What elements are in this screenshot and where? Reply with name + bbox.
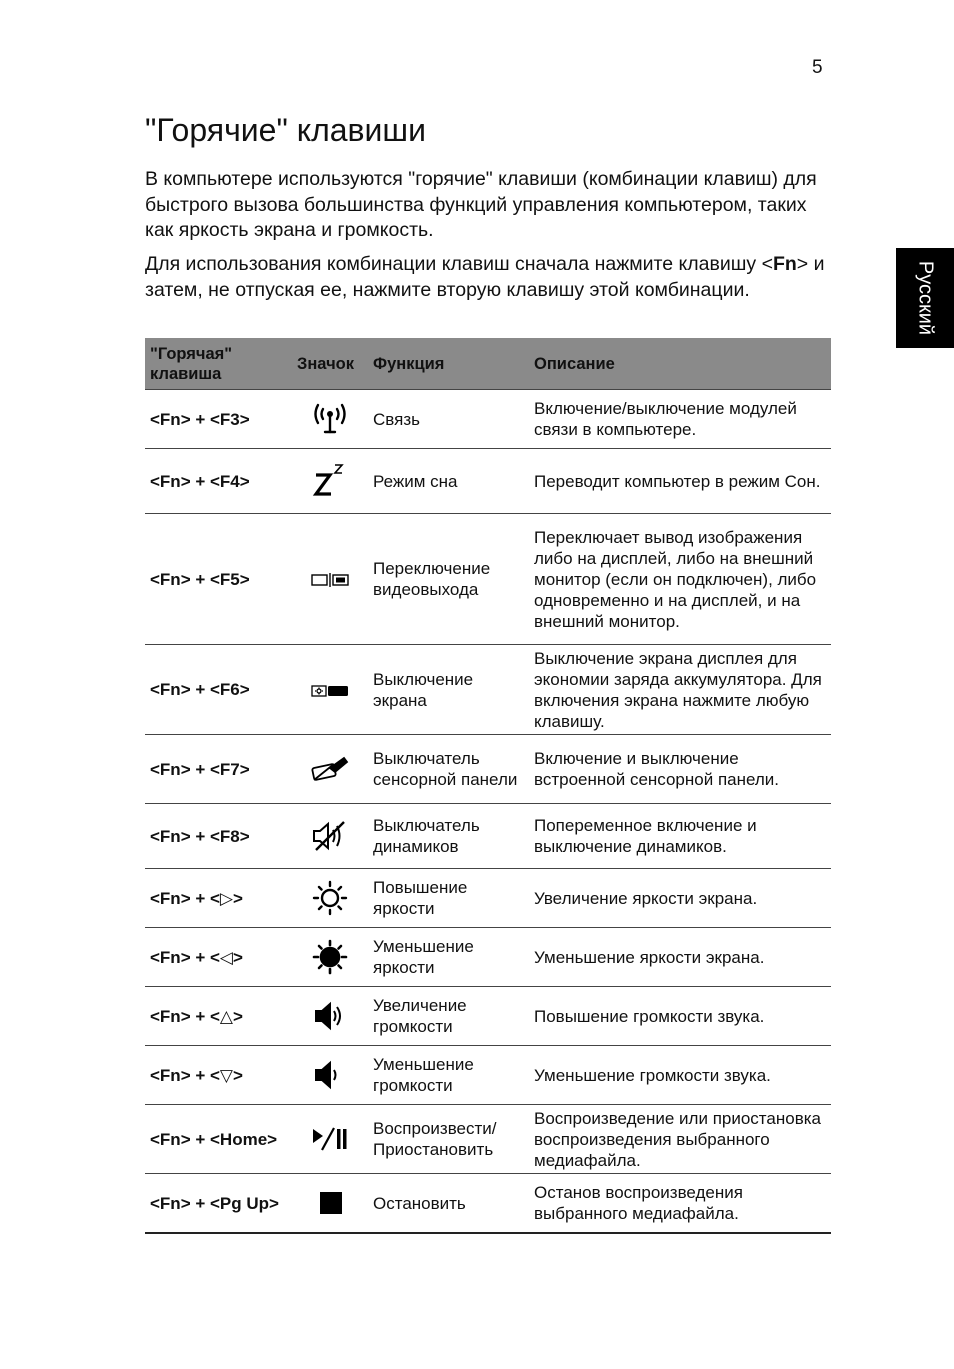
hotkey-cell: <Fn> + <▷> [145, 869, 292, 928]
hotkey-cell: <Fn> + <F3> [145, 390, 292, 449]
icon-cell [292, 804, 368, 869]
table-row [145, 735, 831, 804]
language-tab [896, 248, 954, 348]
screen-off-icon [310, 680, 350, 699]
brightness-down-icon [310, 946, 350, 965]
icon-cell [292, 1174, 368, 1234]
hotkey-cell: <Fn> + <Home> [145, 1105, 292, 1174]
function-cell: Воспроизвести/ Приостановить [368, 1105, 529, 1174]
table-row [145, 1105, 831, 1174]
function-cell: Выключатель динамиков [368, 804, 529, 869]
volume-down-icon [310, 1064, 350, 1083]
icon-cell [292, 449, 368, 514]
description-cell: Переключает вывод изображения либо на дисплей, либо на внешний монитор (если он подключен), либо одновременно и на дисплей, и на внешний монитор. [529, 514, 831, 645]
table-header-row [145, 338, 831, 390]
description-cell: Воспроизведение или приостановка воспроизведения выбранного медиафайла. [529, 1105, 831, 1174]
description-cell: Включение и выключение встроенной сенсорной панели. [529, 735, 831, 804]
header-description: Описание [529, 338, 831, 390]
header-icon: Значок [292, 338, 368, 390]
header-hotkey: "Горячая" клавиша [145, 338, 292, 390]
icon-cell [292, 869, 368, 928]
function-cell: Уменьшение громкости [368, 1046, 529, 1105]
play-pause-icon [310, 1128, 350, 1147]
hotkey-cell: <Fn> + <F5> [145, 514, 292, 645]
icon-cell [292, 735, 368, 804]
table-row [145, 987, 831, 1046]
hotkey-cell: <Fn> + <△> [145, 987, 292, 1046]
header-function: Функция [368, 338, 529, 390]
description-cell: Уменьшение яркости экрана. [529, 928, 831, 987]
speaker-mute-icon [310, 825, 350, 844]
language-tab-label: Русский [914, 260, 937, 336]
description-cell: Увеличение яркости экрана. [529, 869, 831, 928]
table-row [145, 1046, 831, 1105]
function-cell: Связь [368, 390, 529, 449]
brightness-up-icon [310, 887, 350, 906]
page-title: "Горячие" клавиши [145, 112, 426, 148]
description-cell: Включение/выключение модулей связи в компьютере. [529, 390, 831, 449]
icon-cell [292, 514, 368, 645]
hotkey-cell: <Fn> + <▽> [145, 1046, 292, 1105]
icon-cell [292, 390, 368, 449]
table-row [145, 645, 831, 735]
hotkey-cell: <Fn> + <F4> [145, 449, 292, 514]
hotkey-cell: <Fn> + <F8> [145, 804, 292, 869]
description-cell: Попеременное включение и выключение динамиков. [529, 804, 831, 869]
description-cell: Переводит компьютер в режим Сон. [529, 449, 831, 514]
description-cell: Останов воспроизведения выбранного медиафайла. [529, 1174, 831, 1234]
fn-key-label: Fn [772, 253, 797, 275]
function-cell: Переключение видеовыхода [368, 514, 529, 645]
function-cell: Уменьшение яркости [368, 928, 529, 987]
table-row [145, 449, 831, 514]
function-cell: Режим сна [368, 449, 529, 514]
table-row [145, 1174, 831, 1234]
hotkeys-table [145, 338, 831, 1234]
table-row [145, 869, 831, 928]
function-cell: Выключение экрана [368, 645, 529, 735]
touchpad-toggle-icon [310, 758, 350, 777]
hotkey-cell: <Fn> + <◁> [145, 928, 292, 987]
function-cell: Увеличение громкости [368, 987, 529, 1046]
sleep-icon [310, 470, 350, 489]
page-number: 5 [812, 57, 823, 78]
instruction-paragraph [145, 252, 835, 303]
hotkey-cell: <Fn> + <F7> [145, 735, 292, 804]
table-row [145, 804, 831, 869]
icon-cell [292, 928, 368, 987]
table-row [145, 390, 831, 449]
description-cell: Уменьшение громкости звука. [529, 1046, 831, 1105]
description-cell: Выключение экрана дисплея для экономии заряда аккумулятора. Для включения экрана нажмите любую клавишу. [529, 645, 831, 735]
icon-cell [292, 645, 368, 735]
wireless-icon [310, 408, 350, 427]
function-cell: Повышение яркости [368, 869, 529, 928]
description-cell: Повышение громкости звука. [529, 987, 831, 1046]
intro-paragraph: В компьютере используются "горячие" клавиши (комбинации клавиш) для быстрого вызова большинства функций управления компьютером, таких как яркость экрана и громкость. [145, 168, 817, 241]
icon-cell [292, 1046, 368, 1105]
instruction-text-start: Для использования комбинации клавиш сначала нажмите клавишу < [145, 253, 773, 275]
icon-cell [292, 987, 368, 1046]
function-cell: Выключатель сенсорной панели [368, 735, 529, 804]
table-row [145, 928, 831, 987]
stop-icon [310, 1192, 350, 1211]
display-toggle-icon [310, 570, 350, 589]
function-cell: Остановить [368, 1174, 529, 1234]
volume-up-icon [310, 1005, 350, 1024]
table-row [145, 514, 831, 645]
icon-cell [292, 1105, 368, 1174]
instruction-text-end: > и затем, не отпуская ее, нажмите вторую клавишу этой комбинации. [145, 253, 825, 301]
hotkey-cell: <Fn> + <Pg Up> [145, 1174, 292, 1234]
hotkey-cell: <Fn> + <F6> [145, 645, 292, 735]
